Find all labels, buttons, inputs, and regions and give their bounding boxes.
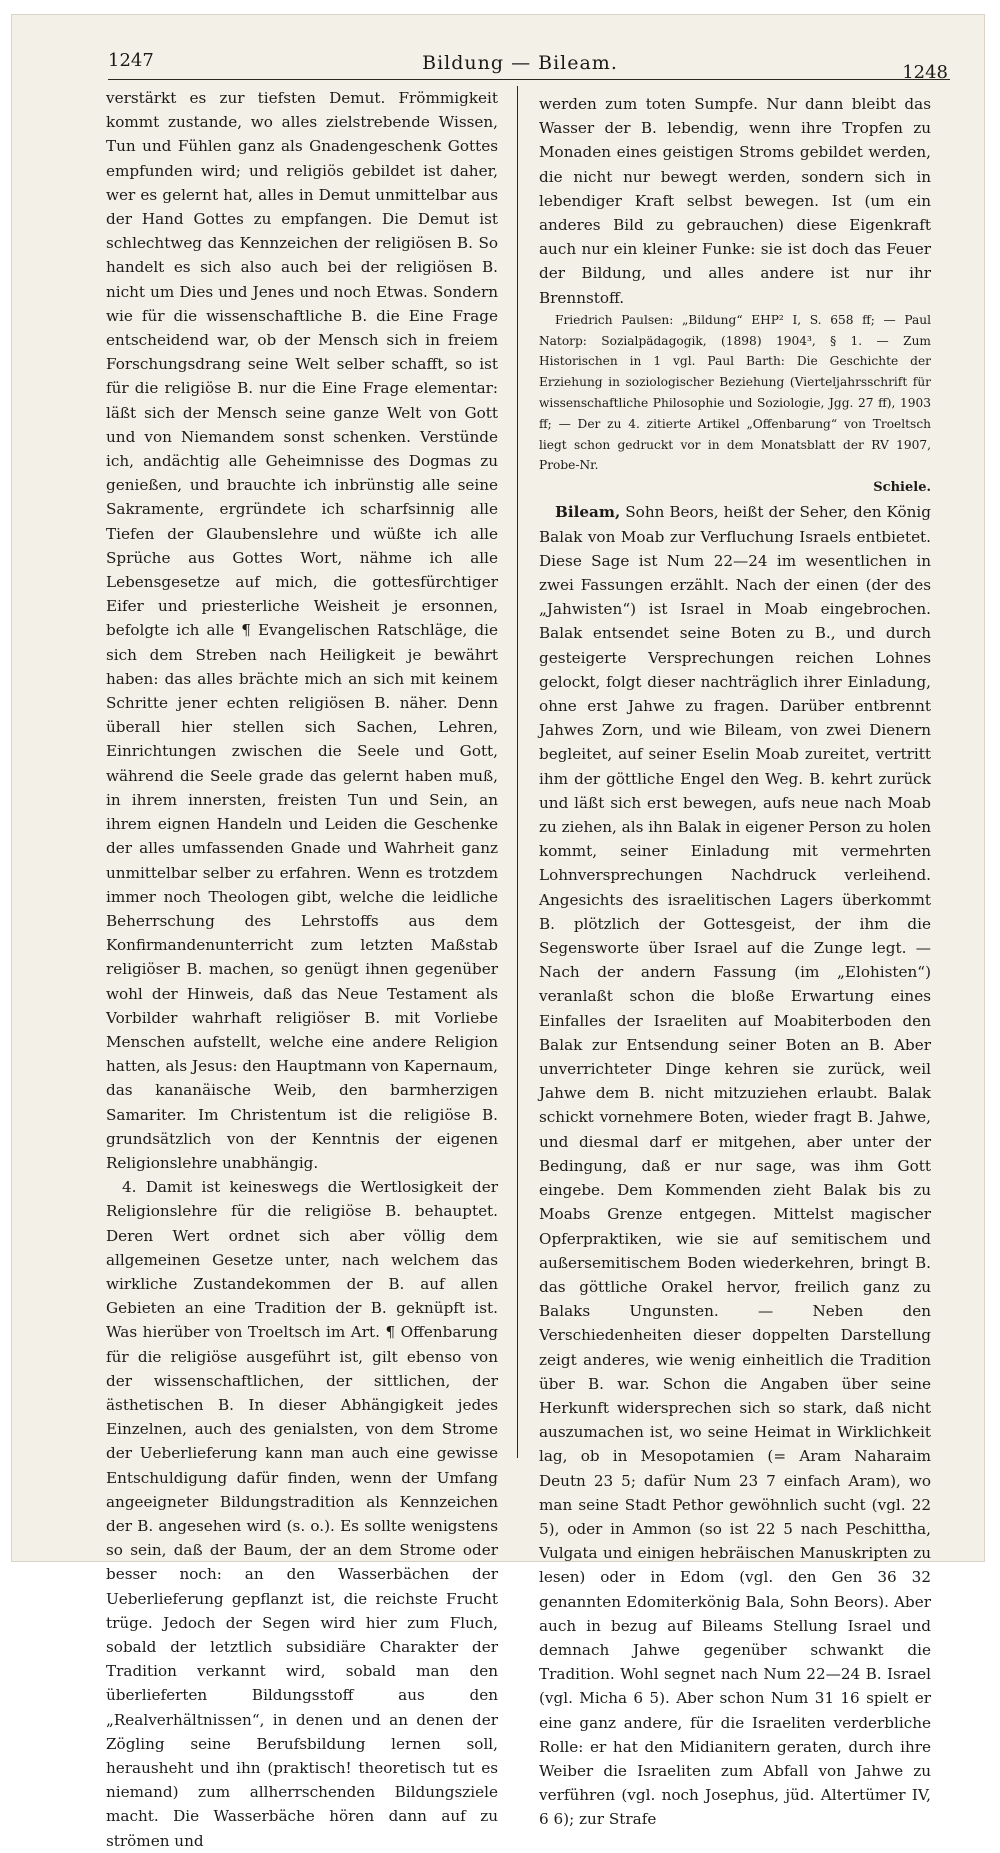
right-column <box>539 92 931 1829</box>
body-paragraph: verstärkt es zur tiefsten Demut. Frömmigkeit kommt zustande, wo alles zielstrebende Wissen, Tun und Fühlen ganz als Gnadengeschenk Gottes empfunden wird; und religiös gebildet ist daher, wer es gelernt hat, alles in Demut unmittelbar aus der Hand Gottes zu empfangen. Die Demut ist schlechtweg das Kennzeichen der religiösen B. So handelt es sich also auch bei der religiösen B. nicht um Dies und Jenes und noch Etwas. Sondern wie für die wissenschaftliche B. die Eine Frage entscheidend war, ob der Mensch sich in freiem Forschungsdrang seine Welt selber schafft, so ist für die religiöse B. nur die Eine Frage elementar: läßt sich der Mensch seine ganze Welt von Gott und von Niemandem sonst schenken. Verstünde ich, andächtig alle Geheimnisse des Dogmas zu genießen, und brauchte ich inbrünstig alle seine Sakramente, ergründete ich scharfsinnig alle Tiefen der Glaubenslehre und wüßte ich alle Sprüche aus Gottes Wort, nähme ich alle Lebensgesetze auf mich, die gottesfürchtiger Eifer und priesterliche Weisheit je ersonnen, befolgte ich alle ¶ Evangelischen Ratschläge, die sich dem Streben nach Heiligkeit je bewährt haben: das alles brächte mich an sich mit keinem Schritte jener echten religiösen B. näher. Denn überall hier stellen sich Sachen, Lehren, Einrichtungen zwischen die Seele und Gott, während die Seele grade das gelernt haben muß, in ihrem innersten, freisten Tun und Sein, an ihrem eignen Handeln und Leiden die Geschenke der alles umfassenden Gnade und Wahrheit ganz unmittelbar selber zu erfahren. Wenn es trotzdem immer noch Theologen gibt, welche die leidliche Beherrschung des Lehrstoffs aus dem Konfirmandenunterricht zum letzten Maßstab religiöser B. machen, so genügt ihnen gegenüber wohl der Hinweis, daß das Neue Testament als Vorbilder wahrhaft religiöser B. mit Vorliebe Menschen aufstellt, welche eine andere Religion hatten, als Jesus: den Hauptmann von Kapernaum, das kananäische Weib, den barmherzigen Samariter. Im Christentum ist die religiöse B. grundsätzlich von der Kenntnis der eigenen Religionslehre unabhängig. <box>106 89 499 1172</box>
entry-headword: Bileam, <box>555 503 621 522</box>
header-rule <box>108 79 950 80</box>
bibliography: Friedrich Paulsen: „Bildung“ EHP² I, S. 658 ff; — Paul Natorp: Sozialpädagogik, (1898) 1904³, § 1. — Zum Historischen in 1 vgl. Paul Barth: Die Geschichte der Erziehung in soziologischer Beziehung (Vierteljahrsschrift für wissenschaftliche Philosophie und Soziologie, Jgg. 27 ff), 1903 ff; — Der zu 4. zitierte Artikel „Offenbarung“ von Troeltsch liegt schon gedruckt vor in dem Monatsblatt der RV 1907, Probe-Nr. <box>539 312 931 473</box>
column-divider <box>517 86 518 1458</box>
running-title: Bildung — Bileam. <box>422 52 618 74</box>
author-signature: Schiele. <box>873 480 931 496</box>
body-paragraph: werden zum toten Sumpfe. Nur dann bleibt das Wasser der B. lebendig, wenn ihre Tropfen zu Monaden eines geistigen Stroms gebildet werden, die nicht nur bewegt werden, sondern sich in lebendiger Kraft selbst bewegen. Ist (um ein anderes Bild zu gebrauchen) diese Eigenkraft auch nur ein kleiner Funke: sie ist doch das Feuer der Bildung, und alles andere ist nur ihr Brennstoff. <box>539 95 931 307</box>
body-paragraph: 4. Damit ist keineswegs die Wertlosigkeit der Religionslehre für die religiöse B. behauptet. Deren Wert ordnet sich aber völlig dem allgemeinen Gesetze unter, nach welchem das wirkliche Zustandekommen der B. auf allen Gebieten an eine Tradition der B. geknüpft ist. Was hierüber von Troeltsch im Art. ¶ Offenbarung für die religiöse ausgeführt ist, gilt ebenso von der wissenschaftlichen, der sittlichen, der ästhetischen B. In dieser Abhängigkeit jedes Einzelnen, auch des genialsten, von dem Strome der Ueberlieferung kann man auch eine gewisse Entschuldigung dafür finden, wenn der Umfang angeeigneter Bildungstradition als Kennzeichen der B. angesehen wird (s. o.). Es sollte wenigstens so sein, daß der Baum, der an dem Strome oder besser noch: an den Wasserbächen der Ueberlieferung gepflanzt ist, die reichste Frucht trüge. Jedoch der Segen wird hier zum Fluch, sobald der letztlich subsidiäre Charakter der Tradition verkannt wird, sobald man den überlieferten Bildungsstoff aus den „Realverhältnissen“, in denen und an denen der Zögling seine Berufsbildung lernen soll, herausheht und ihn (praktisch! theoretisch tut es niemand) zum allherrschenden Bildungsziele macht. Die Wasserbäche hören dann auf zu strömen und <box>106 1178 498 1850</box>
page-header <box>88 42 952 82</box>
page-number-left: 1247 <box>108 50 154 71</box>
entry-paragraph <box>539 500 931 1831</box>
left-column <box>106 86 499 1850</box>
entry-text: Sohn Beors, heißt der Seher, den König Balak von Moab zur Verfluchung Israels entbietet. Diese Sage ist Num 22—24 im wesentlichen in zwei Fassungen erzählt. Nach der einen (der des „Jahwisten“) ist Israel in Moab eingebrochen. Balak entsendet seine Boten zu B., und durch gesteigerte Versprechungen reichen Lohnes gelockt, folgt dieser nachträglich ihrer Einladung, ohne erst Jahwe zu fragen. Darüber entbrennt Jahwes Zorn, und wie Bileam, von zwei Dienern begleitet, auf seiner Eselin Moab zureitet, vertritt ihm der göttliche Engel den Weg. B. kehrt zurück und läßt sich erst bewegen, aufs neue nach Moab zu ziehen, als ihn Balak in eigener Person zu holen kommt, seiner Einladung mit vermehrten Lohnversprechungen Nachdruck verleihend. Angesichts des israelitischen Lagers überkommt B. plötzlich der Gottesgeist, der ihm die Segensworte über Israel auf die Zunge legt. — Nach der andern Fassung (im „Elohisten“) veranlaßt schon die bloße Erwartung eines Einfalles der Israeliten auf Moabiterboden den Balak zur Entsendung seiner Boten an B. Aber unverrichteter Dinge kehren sie zurück, weil Jahwe dem B. nicht mitzuziehen erlaubt. Balak schickt vornehmere Boten, wieder fragt B. Jahwe, und diesmal darf er mitgehen, aber unter der Bedingung, daß er nur sage, was ihm Gott eingebe. Dem Kommenden zieht Balak bis zu Moabs Grenze entgegen. Mittelst magischer Opferpraktiken, wie sie auf semitischem und außersemitischem Boden wiederkehren, bringt B. das göttliche Orakel hervor, freilich ganz zu Balaks Ungunsten. — Neben den Verschiedenheiten dieser doppelten Darstellung zeigt anderes, wie wenig einheitlich die Tradition über B. war. Schon die Angaben über seine Herkunft widersprechen sich so stark, daß nicht auszumachen ist, wo seine Heimat in Wirklichkeit lag, ob in Mesopotamien (= Aram Naharaim Deutn 23 5; dafür Num 23 7 einfach Aram), wo man seine Stadt Pethor gewöhnlich sucht (vgl. 22 5), oder in Ammon (so ist 22 5 nach Peschittha, Vulgata und einigen hebräischen Manuskripten zu lesen) oder in Edom (vgl. den Gen 36 32 genannten Edomiterkönig Bala, Sohn Beors). Aber auch in bezug auf Bileams Stellung Israel und demnach Jahwe gegenüber schwankt die Tradition. Wohl segnet nach Num 22—24 B. Israel (vgl. Micha 6 5). Aber schon Num 31 16 spielt er eine ganz andere, für die Israeliten verderbliche Rolle: er hat den Midianitern geraten, durch ihre Weiber die Israeliten zum Abfall von Jahwe zu verführen (vgl. noch Josephus, jüd. Altertümer IV, 6 6); zur Strafe <box>539 503 931 1829</box>
page-number-right: 1248 <box>902 62 948 83</box>
